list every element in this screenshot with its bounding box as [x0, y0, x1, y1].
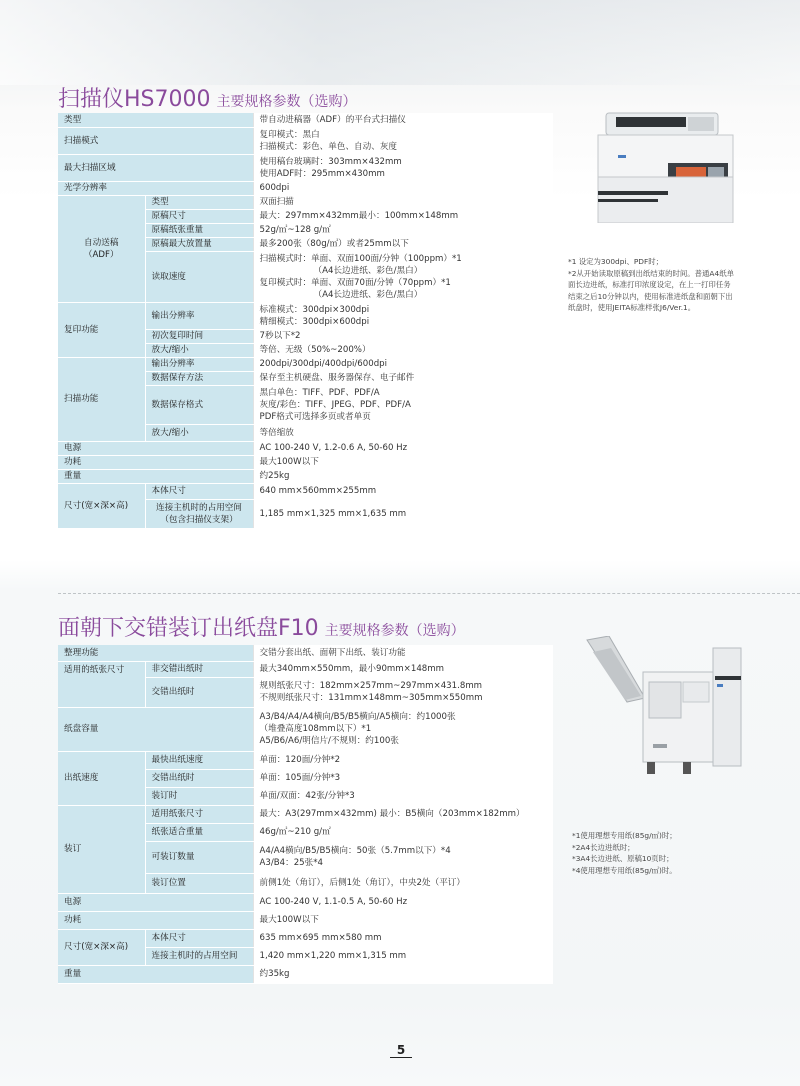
table-row	[58, 113, 553, 127]
value-line: 灰度/彩色：TIFF、JPEG、PDF、PDF/A	[259, 399, 411, 410]
value-line: （堆叠高度108mm以下）*1	[259, 724, 372, 734]
row-label	[145, 499, 253, 528]
row-label: 整理功能	[58, 645, 253, 661]
row-value: 635 mm×695 mm×580 mm	[253, 929, 553, 947]
table-row	[58, 911, 553, 929]
value-line: 标准模式：300dpi×300dpi	[259, 304, 370, 315]
row-label: 类型	[58, 113, 253, 127]
row-value: 最大100W以下	[253, 455, 553, 469]
row-value	[253, 707, 553, 751]
value-line: 黑白单色：TIFF、PDF、PDF/A	[259, 387, 380, 398]
f10-notes	[572, 830, 677, 876]
hs7000-title: 扫描仪HS7000	[58, 87, 211, 112]
value-line: 规则纸张尺寸：182mm×257mm~297mm×431.8mm	[259, 681, 483, 691]
row-value	[253, 251, 553, 302]
f10-spec-table	[58, 645, 553, 984]
row-value: 单面/双面：42张/分钟*3	[253, 787, 553, 805]
table-row	[58, 661, 553, 677]
table-row	[58, 965, 553, 983]
value-line: 扫描模式：彩色、单色、自动、灰度	[259, 141, 398, 152]
note-line: *4使用理想专用纸(85g/㎡)时。	[572, 865, 677, 875]
row-value	[253, 154, 553, 181]
table-row	[58, 127, 553, 154]
value-line: A4/A4横向/B5/B5横向：50张（5.7mm以下）*4	[259, 846, 451, 856]
row-value: 46g/㎡~210 g/㎡	[253, 823, 553, 841]
row-label: 装订时	[145, 787, 253, 805]
row-value: 最大340mm×550mm，最小90mm×148mm	[253, 661, 553, 677]
note-line: *1 设定为300dpi、PDF时；	[568, 257, 664, 266]
f10-subtitle: 主要规格参数（选购）	[324, 623, 465, 639]
label-line: （ADF）	[83, 249, 119, 260]
value-line: A3/B4：25张*4	[259, 858, 324, 868]
row-value: AC 100-240 V, 1.2-0.6 A, 50-60 Hz	[253, 441, 553, 455]
value-line: 复印模式：黑白	[259, 129, 320, 140]
f10-title: 面朝下交错装订出纸盘F10	[58, 616, 319, 641]
row-value: 约35kg	[253, 965, 553, 983]
hs7000-section-title	[58, 82, 357, 113]
table-row	[58, 455, 553, 469]
table-row	[58, 645, 553, 661]
row-value: AC 100-240 V, 1.1-0.5 A, 50-60 Hz	[253, 893, 553, 911]
row-label: 读取速度	[145, 251, 253, 302]
adf-group-label	[58, 195, 145, 302]
row-value: 保存至主机硬盘、服务器保存、电子邮件	[253, 371, 553, 385]
row-value: 640 mm×560mm×255mm	[253, 483, 553, 499]
staple-group-label: 装订	[58, 805, 145, 893]
page-number: 5	[390, 1043, 412, 1058]
row-value: 1,420 mm×1,220 mm×1,315 mm	[253, 947, 553, 965]
row-value: 等倍、无级（50%~200%）	[253, 343, 553, 357]
value-line: 复印模式时：单面、双面70面/分钟（70ppm）*1	[259, 277, 451, 288]
row-value: 交错分套出纸、面朝下出纸、装订功能	[253, 645, 553, 661]
row-label: 电源	[58, 893, 253, 911]
row-label: 原稿尺寸	[145, 209, 253, 223]
row-value	[253, 677, 553, 707]
row-value: 等倍缩放	[253, 424, 553, 441]
value-line: 使用ADF时：295mm×430mm	[259, 168, 385, 179]
row-label: 电源	[58, 441, 253, 455]
row-label: 重量	[58, 469, 253, 483]
copy-group-label: 复印功能	[58, 302, 145, 357]
table-row	[58, 195, 553, 209]
row-value	[253, 302, 553, 329]
row-label: 纸盘容量	[58, 707, 253, 751]
row-label: 功耗	[58, 455, 253, 469]
row-value: 200dpi/300dpi/400dpi/600dpi	[253, 357, 553, 371]
label-line: 自动送稿	[84, 237, 119, 248]
value-line: A3/B4/A4/A4横向/B5/B5横向/A5横向：约1000张	[259, 712, 456, 722]
header-background	[0, 0, 800, 85]
row-label: 数据保存格式	[145, 385, 253, 424]
table-row	[58, 805, 553, 823]
finisher-illustration	[583, 636, 743, 776]
value-line: 不规则纸张尺寸：131mm×148mm~305mm×550mm	[259, 693, 483, 703]
row-value: 最大：A3(297mm×432mm) 最小：B5横向（203mm×182mm）	[253, 805, 553, 823]
table-row	[58, 181, 553, 195]
note-line: *3A4长边进纸、原稿10页时；	[572, 854, 674, 863]
paper-group-label: 适用的纸张尺寸	[58, 661, 145, 707]
row-value: 600dpi	[253, 181, 553, 195]
row-label: 适用纸张尺寸	[145, 805, 253, 823]
scan-group-label: 扫描功能	[58, 357, 145, 441]
scanner-illustration	[588, 103, 738, 223]
row-label: 最快出纸速度	[145, 751, 253, 769]
row-label: 放大/缩小	[145, 343, 253, 357]
value-line: （A4长边进纸、彩色/黑白）	[313, 265, 423, 276]
hs7000-subtitle: 主要规格参数（选购）	[216, 94, 357, 110]
row-value: 带自动进稿器（ADF）的平台式扫描仪	[253, 113, 553, 127]
row-value: 双面扫描	[253, 195, 553, 209]
table-row	[58, 707, 553, 751]
note-line: 纸盘时，使用JEITA标准样张J6/Ver.1。	[568, 303, 696, 312]
row-value: 7秒以下*2	[253, 329, 553, 343]
row-label: 初次复印时间	[145, 329, 253, 343]
note-line: 结束之后10分钟以内，使用标准进纸盘和面朝下出	[568, 291, 733, 301]
note-line: 面长边进纸，标准打印浓度设定，在上一打印任务	[568, 280, 731, 289]
row-value: 单面：120面/分钟*2	[253, 751, 553, 769]
value-line: 扫描模式时：单面、双面100面/分钟（100ppm）*1	[259, 253, 462, 264]
section-divider	[58, 593, 800, 594]
row-label: 原稿最大放置量	[145, 237, 253, 251]
row-label: 光学分辨率	[58, 181, 253, 195]
row-label: 本体尺寸	[145, 929, 253, 947]
row-value	[253, 841, 553, 873]
row-label: 非交错出纸时	[145, 661, 253, 677]
table-row	[58, 929, 553, 947]
dim-group-label: 尺寸(宽×深×高)	[58, 483, 145, 528]
note-line: *1使用理想专用纸(85g/㎡)时；	[572, 831, 677, 840]
row-value: 最大：297mm×432mm最小：100mm×148mm	[253, 209, 553, 223]
row-label: 纸张适合重量	[145, 823, 253, 841]
row-value: 约25kg	[253, 469, 553, 483]
table-row	[58, 893, 553, 911]
note-line: *2A4长边进纸时；	[572, 842, 635, 852]
row-value: 最大100W以下	[253, 911, 553, 929]
f10-section-title	[58, 611, 465, 642]
value-line: PDF格式可选择多页或者单页	[259, 411, 371, 422]
hs7000-spec-table	[58, 113, 553, 529]
note-line: *2从开始读取原稿到出纸结束的时间。普通A4纸单	[568, 268, 734, 278]
row-label: 交错出纸时	[145, 769, 253, 787]
value-line: A5/B6/A6/明信片/不规则：约100张	[259, 736, 399, 746]
row-label: 放大/缩小	[145, 424, 253, 441]
table-row	[58, 483, 553, 499]
value-line: （A4长边进纸、彩色/黑白）	[313, 289, 423, 300]
row-value: 前侧1处（角订），后侧1处（角订），中央2处（平订）	[253, 873, 553, 893]
table-row	[58, 751, 553, 769]
row-label: 功耗	[58, 911, 253, 929]
value-line: 使用稿台玻璃时：303mm×432mm	[259, 156, 402, 167]
hs7000-notes	[568, 256, 734, 314]
row-value: 1,185 mm×1,325 mm×1,635 mm	[253, 499, 553, 528]
label-line: （包含扫描仪支架）	[160, 514, 238, 525]
label-line: 连接主机时的占用空间	[156, 502, 242, 513]
row-label: 数据保存方法	[145, 371, 253, 385]
row-label: 类型	[145, 195, 253, 209]
table-row	[58, 357, 553, 371]
row-value: 最多200张（80g/㎡）或者25mm以下	[253, 237, 553, 251]
row-label: 原稿纸张重量	[145, 223, 253, 237]
table-row	[58, 469, 553, 483]
table-row	[58, 441, 553, 455]
row-label: 最大扫描区域	[58, 154, 253, 181]
row-value: 单面：105面/分钟*3	[253, 769, 553, 787]
row-label: 重量	[58, 965, 253, 983]
row-label: 本体尺寸	[145, 483, 253, 499]
row-label: 装订位置	[145, 873, 253, 893]
row-value: 52g/㎡~128 g/㎡	[253, 223, 553, 237]
row-label: 连接主机时的占用空间	[145, 947, 253, 965]
row-value	[253, 385, 553, 424]
speed-group-label: 出纸速度	[58, 751, 145, 805]
dim-group-label: 尺寸(宽×深×高)	[58, 929, 145, 965]
row-label: 输出分辨率	[145, 357, 253, 371]
row-value	[253, 127, 553, 154]
row-label: 可装订数量	[145, 841, 253, 873]
value-line: 精细模式：300dpi×600dpi	[259, 316, 370, 327]
row-label: 输出分辨率	[145, 302, 253, 329]
table-row	[58, 302, 553, 329]
row-label: 交错出纸时	[145, 677, 253, 707]
table-row	[58, 154, 553, 181]
row-label: 扫描模式	[58, 127, 253, 154]
